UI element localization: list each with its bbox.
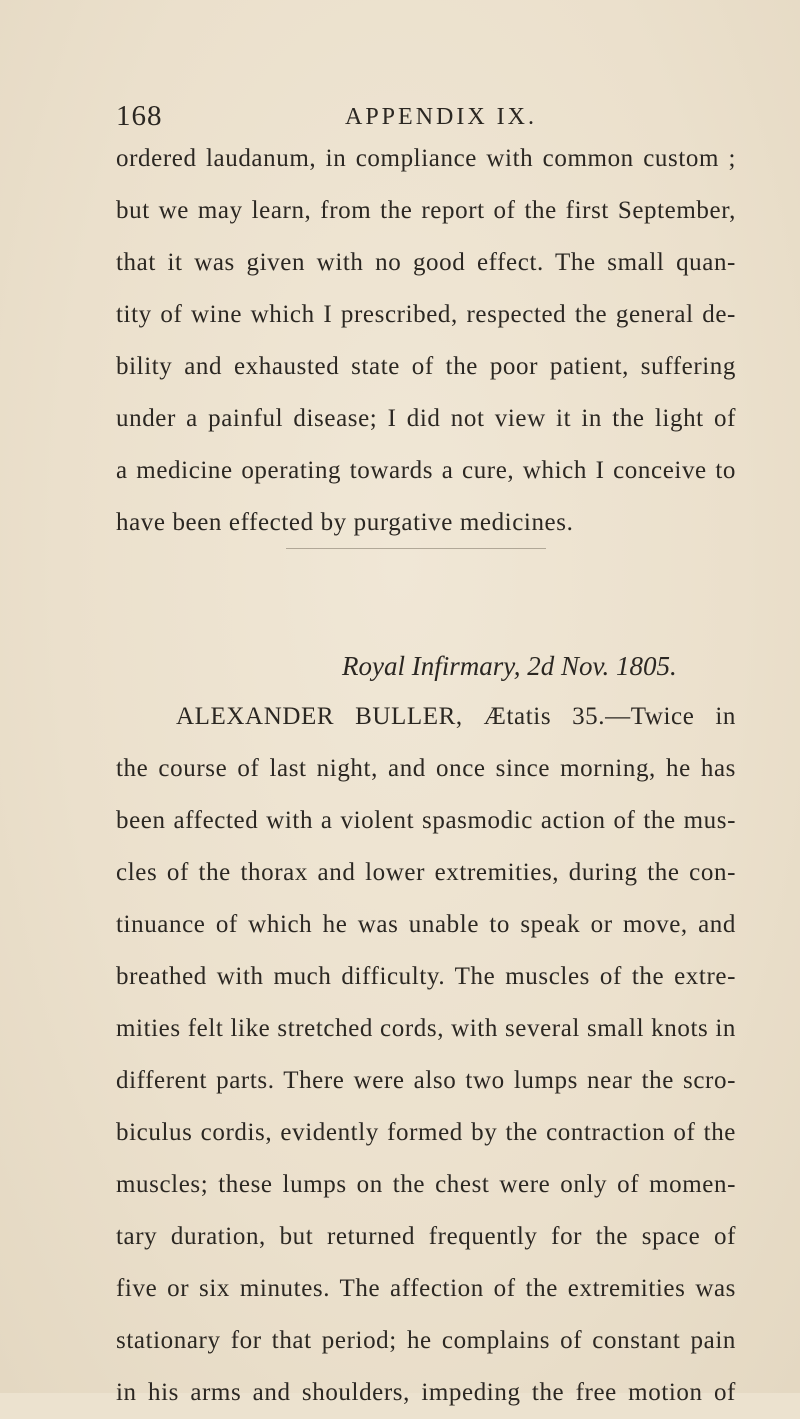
text-line: been affected with a violent spasmodic action of the mus- (116, 807, 736, 834)
case-entry (116, 641, 736, 1419)
paragraph-continued (116, 133, 736, 549)
dateline: Royal Infirmary, 2d Nov. 1805. (342, 651, 677, 681)
text-line: tity of wine which I prescribed, respected the general de- (116, 301, 736, 328)
text-line: five or six minutes. The affection of the extremities was (116, 1275, 736, 1302)
section-divider (286, 548, 546, 549)
text-line: mities felt like stretched cords, with several small knots in (116, 1015, 736, 1042)
text-line: that it was given with no good effect. The small quan- (116, 249, 736, 276)
text-line: ordered laudanum, in compliance with common custom ; (116, 145, 736, 172)
text-line: under a painful disease; I did not view it in the light of (116, 405, 736, 432)
text-line: cles of the thorax and lower extremities, during the con- (116, 859, 736, 886)
text-line: breathed with much difficulty. The muscles of the extre- (116, 963, 736, 990)
text-line: in his arms and shoulders, impeding the free motion of (116, 1379, 736, 1406)
text-line: but we may learn, from the report of the first September, (116, 197, 736, 224)
text-line: muscles; these lumps on the chest were only of momen- (116, 1171, 736, 1198)
text-line: stationary for that period; he complains of constant pain (116, 1327, 736, 1354)
text-line: different parts. There were also two lumps near the scro- (116, 1067, 736, 1094)
text-line: have been effected by purgative medicines. (116, 509, 574, 536)
text-line: the course of last night, and once since morning, he has (116, 755, 736, 782)
text-line: ALEXANDER BULLER, Ætatis 35.—Twice in (176, 703, 736, 730)
page-number: 168 (116, 100, 163, 132)
text-line: tary duration, but returned frequently for the space of (116, 1223, 736, 1250)
text-line: tinuance of which he was unable to speak or move, and (116, 911, 736, 938)
text-line: a medicine operating towards a cure, which I conceive to (116, 457, 736, 484)
text-line: biculus cordis, evidently formed by the contraction of the (116, 1119, 736, 1146)
running-title: APPENDIX IX. (345, 104, 537, 130)
text-line: bility and exhausted state of the poor patient, suffering (116, 353, 736, 380)
